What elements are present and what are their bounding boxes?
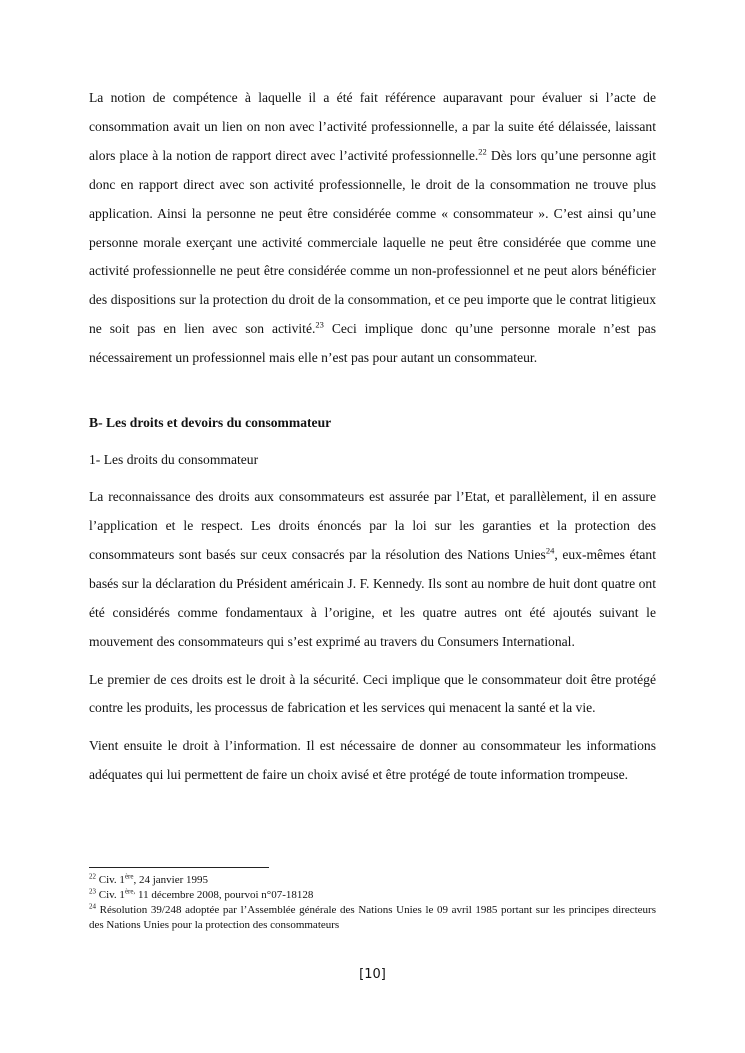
section-heading: B- Les droits et devoirs du consommateur (89, 415, 332, 431)
footnote-divider (89, 867, 269, 868)
footnote-number: 23 (89, 887, 96, 896)
footnote-23 (89, 888, 656, 903)
footnotes-section (89, 867, 656, 933)
paragraph-text: La notion de compétence à laquelle il a été fait référence auparavant pour évaluer si l’acte de consommation avait un lien on non avec l’activité professionnelle, a par la suite été délaissée, laissant alors place à la notion de rapport direct avec l’activité professionnelle. (89, 90, 656, 163)
footnote-22 (89, 873, 656, 888)
page-body (89, 84, 656, 790)
paragraph-text: Dès lors qu’une personne agit donc en rapport direct avec son activité professionnelle, le droit de la consommation ne trouve plus application. Ainsi la personne ne peut être considérée comme « consommateur ». C’est ainsi qu’une personne morale exerçant une activité commerciale laquelle ne peut être considérée que comme une activité professionnelle ne peut être considérée comme un non-professionnel et ne peut alors bénéficier des dispositions sur la protection du droit de la consommation, et ce peu importe que le contrat litigieux ne soit pas en lien avec son activité. (89, 147, 656, 337)
paragraph-droit-information: Vient ensuite le droit à l’information. Il est nécessaire de donner au consommateur les informations adéquates qui lui permettent de faire un choix avisé et être protégé de toute information trompeuse. (89, 738, 656, 783)
footnote-ref-23[interactable]: 23 (315, 319, 324, 330)
footnote-text: Résolution 39/248 adoptée par l’Assemblée générale des Nations Unies le 09 avril 1985 portant sur les principes directeurs des Nations Unies pour la protection des consommateurs (89, 904, 656, 931)
paragraph-droit-securite: Le premier de ces droits est le droit à la sécurité. Ceci implique que le consommateur doit être protégé contre les produits, les processus de fabrication et les services qui menacent la santé et la vie. (89, 671, 656, 716)
paragraph-notion-competence (89, 84, 656, 373)
paragraph-text: , eux-mêmes étant basés sur la déclaration du Président américain J. F. Kennedy. Ils sont au nombre de huit dont quatre ont été considérés comme fondamentaux à l’origine, et les quatre autres ont été ajoutés suivant le mouvement des consommateurs qui s’est exprimé au travers du Consumers International. (89, 546, 656, 649)
footnote-number: 22 (89, 872, 96, 881)
footnote-text: , 24 janvier 1995 (133, 874, 209, 886)
paragraph-text: Ceci implique donc qu’une personne morale n’est pas nécessairement un professionnel mais elle n’est pas pour autant un consommateur. (89, 321, 656, 366)
paragraph-text: La reconnaissance des droits aux consommateurs est assurée par l’Etat, et parallèlement, il en assure l’application et le respect. Les droits énoncés par la loi sur les garanties et la protection des consommateurs sont basés sur ceux consacrés par la résolution des Nations Unies (89, 489, 656, 562)
subsection-heading: 1- Les droits du consommateur (89, 452, 259, 468)
footnote-ref-24[interactable]: 24 (545, 545, 555, 556)
footnote-superscript: ère (124, 872, 134, 881)
footnote-text: Civ. 1 (96, 874, 125, 886)
footnote-text: Civ. 1 (96, 889, 125, 901)
page-number: [10] (359, 967, 386, 982)
footnote-number: 24 (89, 902, 96, 911)
footnote-text: 11 décembre 2008, pourvoi n°07-18128 (135, 889, 314, 901)
paragraph-reconnaissance-droits (89, 483, 656, 656)
footnote-ref-22[interactable]: 22 (478, 146, 487, 157)
footnote-superscript: ère, (124, 887, 136, 896)
footnote-24 (89, 903, 656, 933)
